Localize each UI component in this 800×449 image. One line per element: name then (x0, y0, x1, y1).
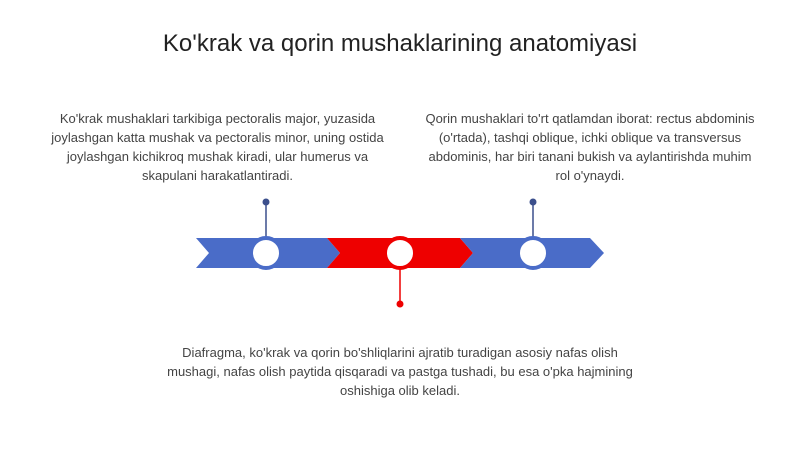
chest-muscles-text: Ko'krak mushaklari tarkibiga pectoralis major, yuzasida joylashgan katta mushak va pectoralis minor, uning ostida joylashgan kichikroq mushak kiradi, ular humerus va skapulani harakatlantiradi. (51, 111, 384, 183)
connector-2-dot (397, 301, 404, 308)
connector-3-dot (530, 199, 537, 206)
abdominal-muscles-text: Qorin mushaklari to'rt qatlamdan iborat: rectus abdominis (o'rtada), tashqi oblique, ichki oblique va transversus abdominis, har biri tanani bukish va aylantirishda muhim rol o'ynaydi. (425, 111, 755, 183)
marker-1 (251, 238, 281, 268)
diaphragm-text: Diafragma, ko'krak va qorin bo'shliqlarini ajratib turadigan asosiy nafas olish mushagi, nafas olish paytida qisqaradi va pastga tushadi, bu esa o'pka hajmining oshishiga olib keladi. (167, 345, 633, 398)
connector-1-dot (263, 199, 270, 206)
slide-title: Ko'krak va qorin mushaklarining anatomiyasi (162, 30, 638, 57)
marker-3 (518, 238, 548, 268)
marker-2 (385, 238, 415, 268)
